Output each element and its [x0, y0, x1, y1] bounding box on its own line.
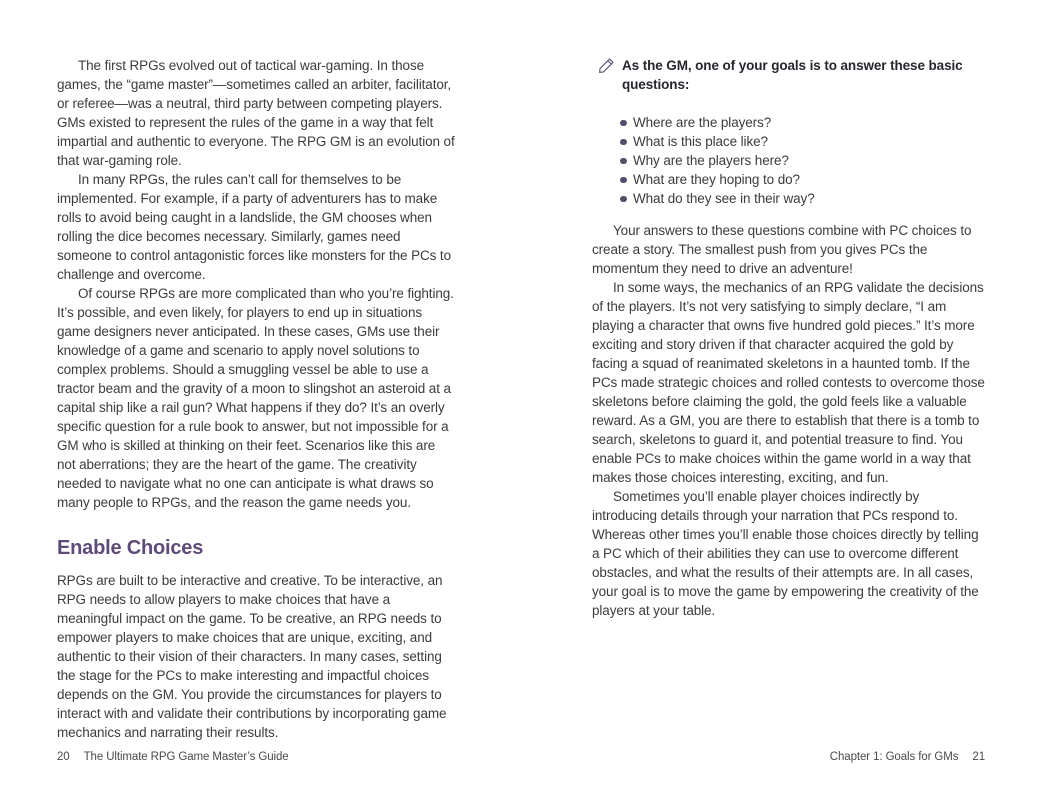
page-number: 20 [57, 751, 70, 763]
right-page-footer [830, 750, 985, 765]
chapter-title: Chapter 1: Goals for GMs [829, 751, 959, 763]
paragraph: In many RPGs, the rules can’t call for themselves to be implemented. For example, if a party of adventurers has to make rolls to avoid being caught in a landslide, the GM chooses when rolling the dice becomes necessary. Similarly, games need someone to control antagonistic forces like monsters for the PCs to challenge and overcome. [57, 172, 451, 282]
list-item: Where are the players? [620, 113, 985, 132]
callout-header: As the GM, one of your goals is to answer these basic questions: [622, 58, 963, 92]
list-item: What do they see in their way? [620, 189, 985, 208]
list-item: What are they hoping to do? [620, 170, 985, 189]
paragraph: Of course RPGs are more complicated than who you’re fighting. It’s possible, and even likely, for players to end up in situations game designers never anticipated. In these cases, GMs use their knowledge of a game and scenario to apply novel solutions to complex problems. Should a smuggling vessel be able to use a tractor beam and the gravity of a moon to slingshot an asteroid at a capital ship like a rail gun? What happens if they do? It’s an overly specific question for a rule book to answer, but not impossible for a GM who is skilled at thinking on their feet. Scenarios like this are not aberrations; they are the heart of the game. The creativity needed to navigate what no one can anticipate is what draws so many people to RPGs, and the reason the game needs you. [57, 286, 454, 510]
left-page-footer [57, 750, 289, 765]
list-item: What is this place like? [620, 132, 985, 151]
pencil-icon [598, 57, 615, 74]
section-heading: Enable Choices [57, 537, 204, 559]
book-title: The Ultimate RPG Game Master’s Guide [83, 751, 289, 763]
paragraph: RPGs are built to be interactive and creative. To be interactive, an RPG needs to allow players to make choices that have a meaningful impact on the game. To be creative, an RPG needs to empower players to make choices that are unique, exciting, and authentic to their vision of their characters. In many cases, setting the stage for the PCs to make interesting and impactful choices depends on the GM. You provide the circumstances for players to interact with and validate their contributions by incorporating game mechanics and narrating their results. [57, 573, 447, 740]
paragraph: Your answers to these questions combine with PC choices to create a story. The smallest push from you gives PCs the momentum they need to drive an adventure! [592, 223, 972, 276]
left-page-text-column [57, 56, 455, 742]
gm-goals-callout [598, 56, 985, 94]
question-bullet-list [620, 113, 985, 208]
paragraph: Sometimes you’ll enable player choices indirectly by introducing details through your narration that PCs respond to. Whereas other times you’ll enable those choices directly by telling a PC which of their abilities they can use to overcome different obstacles, and what the results of their attempts are. In all cases, your goal is to move the game by empowering the creativity of the players at your table. [592, 489, 979, 618]
right-page-text-column [592, 56, 985, 620]
paragraph: In some ways, the mechanics of an RPG validate the decisions of the players. It’s not very satisfying to simply declare, “I am playing a character that owns five hundred gold pieces.” It’s more exciting and story driven if that character acquired the gold by facing a squad of reanimated skeletons in a haunted tomb. If the PCs made strategic choices and rolled contests to overcome those skeletons before claiming the gold, the gold feels like a valuable reward. As a GM, you are there to establish that there is a tomb to search, skeletons to guard it, and potential treasure to find. You enable PCs to make choices within the game world in a way that makes those choices interesting, exciting, and fun. [592, 280, 985, 485]
page-number: 21 [972, 751, 985, 763]
paragraph: The first RPGs evolved out of tactical war-gaming. In those games, the “game master”—sometimes called an arbiter, facilitator, or referee—was a neutral, third party between competing players. GMs existed to represent the rules of the game in a way that felt impartial and authentic to everyone. The RPG GM is an evolution of that war-gaming role. [57, 58, 455, 168]
list-item: Why are the players here? [620, 151, 985, 170]
